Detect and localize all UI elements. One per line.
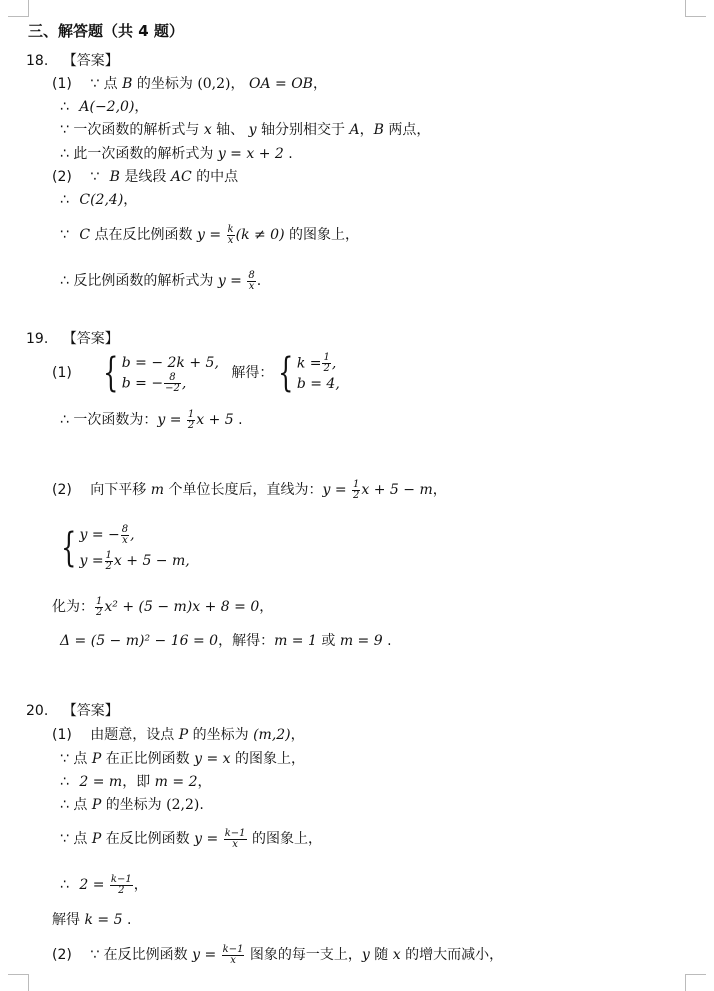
q20-line-8: (2) ∵ 在反比例函数 y = $\frac{k-1}{x}$ 图象的每一支上，y 随 x 的增大而减小，	[52, 943, 504, 966]
q20-line-5: ∵ 点 P 在反比例函数 y = $\frac{k-1}{x}$ 的图象上，	[60, 827, 322, 850]
q20-line-6: ∴ 2 = $\frac{k-1}{2}$ ，	[60, 873, 148, 896]
part-tag: (2)	[52, 482, 72, 498]
q18-line-6: ∴ C(2,4)，	[60, 192, 138, 208]
equation-system: y = − $\frac{8}{x}$ , y = $\frac{1}{2}$ x + 5 − m,	[79, 523, 190, 572]
part-tag: (2)	[52, 169, 72, 185]
q19-line-2: ∴ 一次函数为：y = $\frac{1}{2}$ x + 5 .	[60, 408, 243, 431]
q18-line-3: ∵ 一次函数的解析式与 x 轴、 y 轴分别相交于 A，B 两点，	[60, 122, 431, 138]
q19-line-3: (2) 向下平移 m 个单位长度后，直线为：y = $\frac{1}{2}$ x + 5 − m，	[52, 478, 447, 501]
system-brace: {	[61, 525, 77, 571]
corner-mark-bottom-right	[685, 974, 706, 991]
question-number: 20.	[26, 703, 49, 719]
answer-label: 【答案】	[62, 331, 119, 347]
fraction: $\frac{k-1}{x}$	[222, 943, 244, 966]
fraction: $\frac{k-1}{x}$	[224, 827, 246, 850]
fraction: $\frac{1}{2}$	[96, 595, 103, 618]
q18-line-5: (2) ∵ B 是线段 AC 的中点	[52, 169, 239, 185]
q19-line-6: Δ = (5 − m)² − 16 = 0，解得：m = 1 或 m = 9 .	[60, 633, 392, 649]
q20-line-3: ∴ 2 = m，即 m = 2，	[60, 774, 212, 790]
q20-line-1: (1) 由题意，设点 P 的坐标为 (m,2)，	[52, 727, 305, 743]
q18-line-7: ∵ C 点在反比例函数 y = $\frac{k}{x}$ (k ≠ 0) 的图象上，	[60, 223, 360, 246]
fraction: $\frac{8}{x}$	[248, 269, 255, 292]
question-number: 19.	[26, 331, 49, 347]
equation-system: b = − 2k + 5, b = − $\frac{8}{-2}$ ,	[121, 354, 219, 394]
system-brace: {	[278, 350, 294, 396]
answer-label: 【答案】	[62, 53, 119, 69]
section-title: 三、解答题（共 4 题）	[28, 22, 184, 40]
part-tag: (1)	[52, 76, 72, 92]
q19-line-1: (1) { b = − 2k + 5, b = − $\frac{8}{-2}$ , 解得： { k = $\frac{1}{2}$ , b = 4,	[52, 350, 340, 396]
corner-mark-top-left	[8, 0, 29, 17]
answer-label: 【答案】	[62, 703, 119, 719]
question-number: 18.	[26, 53, 49, 69]
q19-line-4	[56, 520, 190, 576]
q18-line-1: (1) ∵ 点 B 的坐标为 (0,2)， OA = OB，	[52, 76, 327, 92]
fraction: $\frac{1}{2}$	[187, 408, 195, 431]
q18-line-4: ∴ 此一次函数的解析式为 y = x + 2 .	[60, 146, 293, 162]
fraction: $\frac{k}{x}$	[227, 223, 234, 246]
q18-line-2: ∴ A(−2,0)，	[60, 99, 149, 115]
q18-header	[26, 52, 119, 70]
part-tag: (2)	[52, 947, 72, 963]
q20-line-2: ∵ 点 P 在正比例函数 y = x 的图象上，	[60, 751, 306, 767]
q18-line-8: ∴ 反比例函数的解析式为 y = $\frac{8}{x}$ .	[60, 269, 262, 292]
q20-line-4: ∴ 点 P 的坐标为 (2,2).	[60, 797, 204, 813]
q19-line-5: 化为： $\frac{1}{2}$ x² + (5 − m)x + 8 = 0，	[52, 595, 274, 618]
solution-system: k = $\frac{1}{2}$ , b = 4,	[296, 351, 340, 392]
fraction: $\frac{1}{2}$	[353, 478, 360, 501]
q20-header	[26, 702, 119, 720]
q20-line-7: 解得 k = 5 .	[52, 912, 132, 928]
corner-mark-top-right	[685, 0, 706, 17]
corner-mark-bottom-left	[8, 974, 29, 991]
system-brace: {	[103, 350, 119, 396]
part-tag: (1)	[52, 727, 72, 743]
fraction: $\frac{k-1}{2}$	[110, 873, 132, 896]
part-tag: (1)	[52, 365, 72, 381]
q19-header	[26, 330, 119, 348]
